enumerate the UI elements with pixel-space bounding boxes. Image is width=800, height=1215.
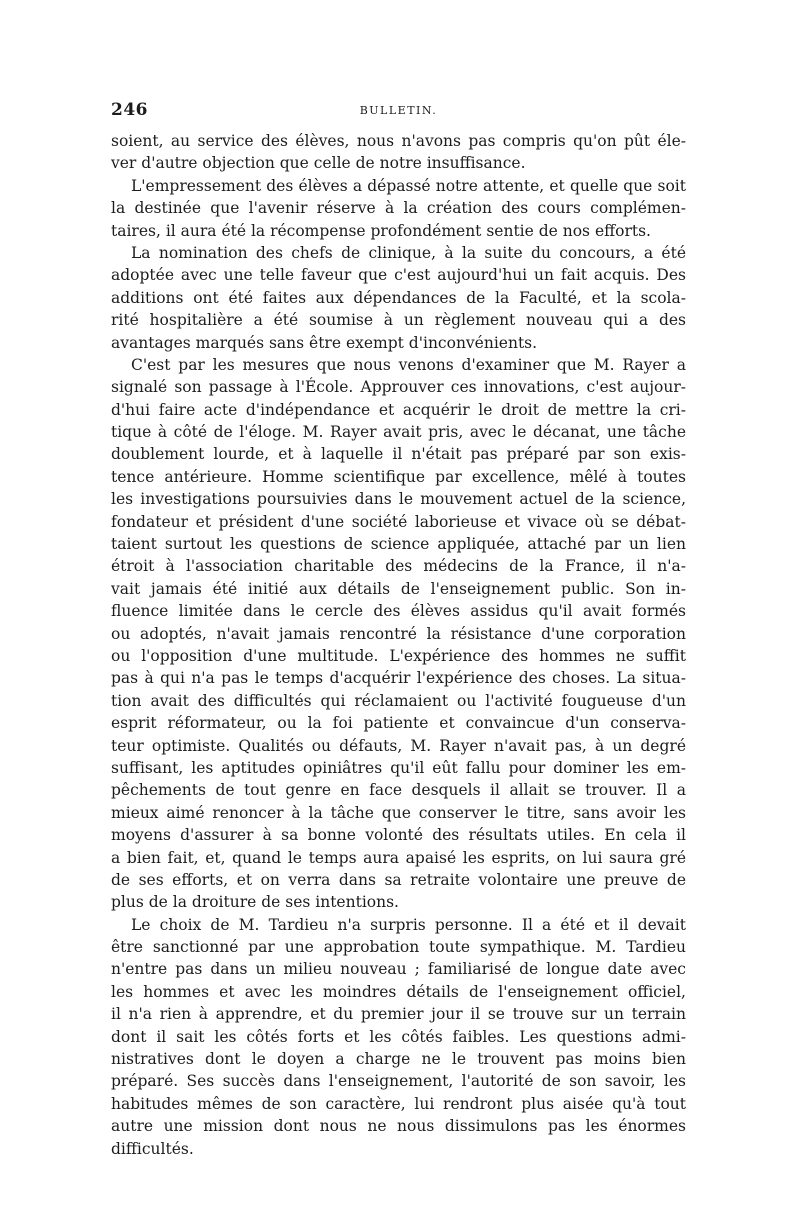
text-line: dont il sait les côtés forts et les côtés faibles. Les questions admi- (111, 1027, 686, 1046)
text-line: pas à qui n'a pas le temps d'acquérir l'expérience des choses. La situa- (111, 669, 686, 688)
text-line: les investigations poursuivies dans le mouvement actuel de la science, (111, 490, 686, 509)
paragraph (111, 175, 686, 242)
text-line: mieux aimé renoncer à la tâche que conserver le titre, sans avoir les (111, 803, 686, 822)
text-line: doublement lourde, et à laquelle il n'était pas préparé par son exis- (111, 445, 686, 464)
paragraph (111, 914, 686, 1160)
paragraph (111, 354, 686, 914)
text-line: rité hospitalière a été soumise à un règlement nouveau qui a des (111, 311, 686, 330)
paragraph (111, 130, 686, 175)
page-number: 246 (111, 100, 148, 120)
body-text (111, 130, 686, 1160)
text-line: de ses efforts, et on verra dans sa retraite volontaire une preuve de (111, 870, 686, 889)
text-line: taires, il aura été la récompense profondément sentie de nos efforts. (111, 221, 651, 240)
text-line: La nomination des chefs de clinique, à la suite du concours, a été (131, 243, 686, 262)
text-line: préparé. Ses succès dans l'enseignement, l'autorité de son savoir, les (111, 1072, 686, 1091)
text-line: esprit réformateur, ou la foi patiente et convaincue d'un conserva- (111, 714, 686, 733)
text-line: habitudes mêmes de son caractère, lui rendront plus aisée qu'à tout (111, 1094, 686, 1113)
text-line: Le choix de M. Tardieu n'a surpris personne. Il a été et il devait (131, 915, 686, 934)
text-line: taient surtout les questions de science appliquée, attaché par un lien (111, 535, 686, 554)
text-line: être sanctionné par une approbation toute sympathique. M. Tardieu (111, 938, 686, 957)
text-line: ver d'autre objection que celle de notre insuffisance. (111, 154, 526, 173)
text-line: signalé son passage à l'École. Approuver ces innovations, c'est aujour- (111, 378, 686, 397)
text-line: autre une mission dont nous ne nous dissimulons pas les énormes (111, 1117, 686, 1136)
text-line: les hommes et avec les moindres détails de l'enseignement officiel, (111, 982, 686, 1001)
text-line: pêchements de tout genre en face desquels il allait se trouver. Il a (111, 781, 686, 800)
text-line: fondateur et président d'une société laborieuse et vivace où se débat- (111, 512, 686, 531)
text-line: plus de la droiture de ses intentions. (111, 893, 399, 912)
text-line: fluence limitée dans le cercle des élèves assidus qu'il avait formés (111, 602, 686, 621)
text-line: ou l'opposition d'une multitude. L'expérience des hommes ne suffit (111, 646, 686, 665)
text-line: difficultés. (111, 1139, 194, 1158)
document-page (111, 100, 686, 1160)
text-line: il n'a rien à apprendre, et du premier jour il se trouve sur un terrain (111, 1005, 686, 1024)
text-line: étroit à l'association charitable des médecins de la France, il n'a- (111, 557, 686, 576)
page-header (111, 100, 686, 126)
text-line: C'est par les mesures que nous venons d'examiner que M. Rayer a (131, 355, 686, 374)
text-line: la destinée que l'avenir réserve à la création des cours complémen- (111, 199, 686, 218)
text-line: suffisant, les aptitudes opiniâtres qu'il eût fallu pour dominer les em- (111, 758, 686, 777)
text-line: soient, au service des élèves, nous n'avons pas compris qu'on pût éle- (111, 132, 686, 150)
text-line: additions ont été faites aux dépendances de la Faculté, et la scola- (111, 288, 686, 307)
text-line: nistratives dont le doyen a charge ne le trouvent pas moins bien (111, 1050, 686, 1069)
text-line: tence antérieure. Homme scientifique par excellence, mêlé à toutes (111, 467, 686, 486)
text-line: avantages marqués sans être exempt d'inconvénients. (111, 333, 538, 352)
text-line: L'empressement des élèves a dépassé notre attente, et quelle que soit (131, 176, 686, 195)
text-line: n'entre pas dans un milieu nouveau ; familiarisé de longue date avec (111, 960, 686, 979)
paragraph (111, 242, 686, 354)
text-line: adoptée avec une telle faveur que c'est aujourd'hui un fait acquis. Des (111, 266, 686, 285)
running-head: BULLETIN. (359, 104, 438, 117)
text-line: ou adoptés, n'avait jamais rencontré la résistance d'une corporation (111, 624, 686, 643)
text-line: vait jamais été initié aux détails de l'enseignement public. Son in- (111, 579, 686, 598)
text-line: teur optimiste. Qualités ou défauts, M. Rayer n'avait pas, à un degré (111, 736, 686, 755)
text-line: tique à côté de l'éloge. M. Rayer avait pris, avec le décanat, une tâche (111, 423, 686, 442)
text-line: a bien fait, et, quand le temps aura apaisé les esprits, on lui saura gré (111, 848, 686, 867)
text-line: tion avait des difficultés qui réclamaient ou l'activité fougueuse d'un (111, 691, 686, 710)
text-line: d'hui faire acte d'indépendance et acquérir le droit de mettre la cri- (111, 400, 686, 419)
text-line: moyens d'assurer à sa bonne volonté des résultats utiles. En cela il (111, 826, 686, 845)
